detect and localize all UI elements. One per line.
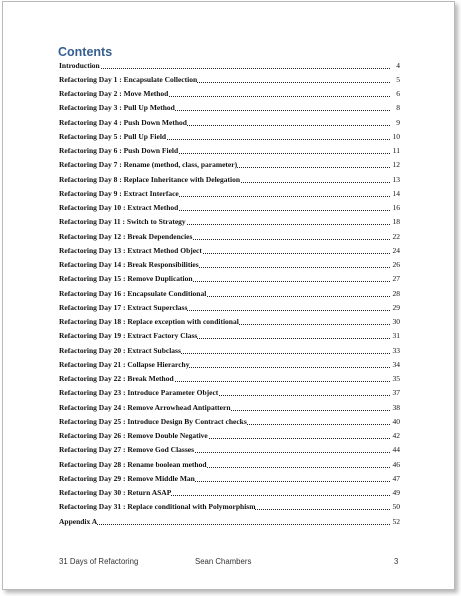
toc-entry-page: 11 (390, 145, 400, 156)
toc-entry-day: Refactoring Day 11 : (59, 217, 126, 227)
toc-entry-day: Refactoring Day 18 : (59, 317, 126, 326)
toc-entry[interactable] (59, 473, 400, 484)
toc-entry-page: 4 (390, 60, 400, 71)
toc-entry-title: Extract Method Object (127, 245, 202, 255)
contents-heading: Contents (58, 45, 113, 59)
toc-entry-label (59, 159, 237, 170)
toc-entry-day: Refactoring Day 28 : (59, 459, 126, 469)
toc-entry-title: Extract Subclass (127, 345, 181, 355)
toc-entry-page: 37 (390, 387, 400, 398)
toc-entry-label (59, 387, 218, 398)
toc-entry-title: Extract Method (127, 203, 179, 212)
toc-entry-day: Refactoring Day 1 : (59, 74, 122, 84)
toc-entry-day: Refactoring Day 22 : (59, 374, 126, 383)
toc-entry-label (59, 330, 197, 341)
toc-entry[interactable] (59, 373, 400, 384)
toc-entry-page: 52 (390, 516, 400, 527)
toc-entry-day: Refactoring Day 7 : (59, 160, 122, 170)
toc-entry-day: Refactoring Day 10 : (59, 203, 126, 212)
toc-entry-label (59, 174, 240, 185)
toc-entry-title: Extract Factory Class (127, 331, 198, 341)
toc-entry-title: Pull Up Method (123, 103, 175, 113)
toc-entry-page: 10 (390, 131, 400, 142)
toc-entry-label (59, 102, 175, 113)
toc-entry-label (59, 444, 194, 455)
toc-entry-label (59, 60, 100, 71)
toc-entry-label (59, 487, 171, 498)
toc-entry-day: Refactoring Day 19 : (59, 331, 126, 341)
toc-entry-label (59, 501, 255, 512)
toc-entry-label (59, 359, 189, 370)
toc-entry-page: 24 (390, 245, 400, 256)
toc-entry-day: Refactoring Day 17 : (59, 302, 126, 312)
toc-entry-title: Remove Arrowhead Antipattern (127, 402, 231, 412)
toc-entry-title: Break Responsibilities (127, 260, 199, 269)
toc-entry-page: 27 (390, 273, 400, 284)
toc-entry-day: Refactoring Day 20 : (59, 345, 126, 355)
toc-entry-label (59, 188, 179, 199)
toc-entry-title: Break Method (127, 374, 174, 383)
toc-entry-page: 13 (390, 174, 400, 185)
toc-entry-title: Introduce Parameter Object (127, 388, 219, 398)
toc-entry-page: 35 (390, 373, 400, 384)
toc-entry-title: Pull Up Field (123, 131, 167, 141)
toc-entry-day: Refactoring Day 14 : (59, 260, 126, 269)
toc-entry-page: 6 (390, 88, 400, 99)
toc-entry[interactable] (59, 231, 400, 242)
toc-entry-label (59, 459, 207, 470)
toc-entry-label (59, 430, 208, 441)
toc-entry[interactable] (59, 188, 400, 199)
toc-entry-title: Extract Interface (123, 188, 179, 198)
toc-entry-page: 44 (390, 444, 400, 455)
toc-entry-title: Remove God Classes (127, 445, 194, 455)
toc-entry-title: Rename boolean method (127, 459, 207, 469)
toc-entry[interactable] (59, 117, 400, 128)
toc-entry-page: 28 (390, 288, 400, 299)
toc-entry-title: Remove Middle Man (127, 473, 195, 483)
toc-entry-day: Refactoring Day 24 : (59, 402, 126, 412)
toc-entry-day: Refactoring Day 30 : (59, 488, 126, 497)
toc-entry-title: Break Dependencies (127, 231, 193, 241)
toc-entry-day: Refactoring Day 29 : (59, 473, 126, 483)
toc-entry-page: 31 (390, 330, 400, 341)
toc-entry-page: 22 (390, 231, 400, 242)
footer-book-title: 31 Days of Refactoring (59, 557, 139, 566)
toc-entry[interactable] (59, 330, 400, 341)
toc-entry-label (59, 117, 187, 128)
toc-entry-day: Introduction (59, 60, 100, 70)
toc-entry-day: Refactoring Day 3 : (59, 103, 122, 113)
toc-entry[interactable] (59, 402, 400, 413)
toc-entry-title: Extract Superclass (127, 302, 188, 312)
toc-entry-title: Switch to Strategy (126, 217, 186, 227)
toc-entry-day: Refactoring Day 16 : (59, 288, 126, 298)
toc-entry-label (59, 88, 168, 99)
toc-entry-day: Refactoring Day 9 : (59, 188, 122, 198)
toc-entry-title: Collapse Hierarchy (127, 359, 190, 369)
toc-entry-day: Refactoring Day 23 : (59, 388, 126, 398)
toc-leader-dots (59, 68, 390, 69)
toc-entry[interactable] (59, 174, 400, 185)
toc-entry-title: Push Down Method (123, 117, 187, 127)
toc-entry-page: 46 (390, 459, 400, 470)
toc-entry[interactable] (59, 459, 400, 470)
toc-entry[interactable] (59, 60, 400, 71)
toc-entry-day: Refactoring Day 5 : (59, 131, 122, 141)
toc-entry-label (59, 345, 181, 356)
toc-entry-title: Replace Inheritance with Delegation (123, 174, 241, 184)
toc-entry-title: Rename (method, class, parameter) (123, 160, 238, 170)
toc-entry[interactable] (59, 131, 400, 142)
toc-entry-title: Push Down Field (123, 146, 179, 155)
toc-entry-day: Refactoring Day 12 : (59, 231, 126, 241)
toc-entry-day: Refactoring Day 13 : (59, 245, 126, 255)
toc-entry-day: Refactoring Day 21 : (59, 359, 126, 369)
toc-entry[interactable] (59, 145, 400, 156)
toc-entry-label (59, 202, 178, 213)
toc-entry-page: 34 (390, 359, 400, 370)
footer-page-number: 3 (394, 557, 399, 566)
toc-entry-page: 38 (390, 402, 400, 413)
toc-entry[interactable] (59, 102, 400, 113)
toc-entry[interactable] (59, 273, 400, 284)
toc-entry-day: Refactoring Day 8 : (59, 174, 122, 184)
toc-entry-label (59, 216, 186, 227)
toc-entry[interactable] (59, 516, 400, 527)
toc-entry[interactable] (59, 74, 400, 85)
toc-entry-label (59, 259, 199, 270)
toc-entry-page: 40 (390, 416, 400, 427)
toc-entry-label (59, 416, 247, 427)
toc-entry-page: 49 (390, 487, 400, 498)
toc-entry[interactable] (59, 245, 400, 256)
toc-entry-page: 33 (390, 345, 400, 356)
toc-entry-label (59, 288, 206, 299)
toc-entry-label (59, 373, 174, 384)
toc-entry-label (59, 245, 202, 256)
toc-entry-page: 47 (390, 473, 400, 484)
toc-entry-page: 18 (390, 216, 400, 227)
toc-entry-page: 9 (390, 117, 400, 128)
toc-entry-label (59, 402, 231, 413)
toc-entry-title: Return ASAP (127, 488, 172, 497)
toc-entry-title: Encapsulate Collection (123, 74, 198, 84)
toc-entry-day: Refactoring Day 27 : (59, 445, 126, 455)
toc-entry[interactable] (59, 359, 400, 370)
toc-entry-page: 5 (390, 74, 400, 85)
toc-entry-page: 42 (390, 430, 400, 441)
toc-entry[interactable] (59, 416, 400, 427)
toc-entry-title: Move Method (123, 89, 169, 98)
toc-entry-page: 29 (390, 302, 400, 313)
toc-entry-label (59, 231, 192, 242)
toc-entry-page: 8 (390, 102, 400, 113)
toc-entry-label (59, 74, 197, 85)
toc-entry-label (59, 473, 195, 484)
toc-entry[interactable] (59, 430, 400, 441)
toc-entry[interactable] (59, 259, 400, 270)
toc-entry-day: Refactoring Day 4 : (59, 117, 122, 127)
toc-entry-label (59, 273, 193, 284)
toc-entry[interactable] (59, 444, 400, 455)
toc-entry-title: Remove Duplication (127, 274, 193, 284)
toc-entry-page: 50 (390, 501, 400, 512)
toc-entry-page: 16 (390, 202, 400, 213)
toc-entry-page: 30 (390, 316, 400, 327)
toc-entry-title: Replace conditional with Polymorphism (127, 502, 256, 512)
toc-entry[interactable] (59, 501, 400, 512)
toc-entry-day: Refactoring Day 6 : (59, 146, 122, 155)
toc-entry-label (59, 145, 178, 156)
toc-entry-day: Refactoring Day 2 : (59, 89, 122, 98)
toc-entry[interactable] (59, 345, 400, 356)
toc-entry[interactable] (59, 316, 400, 327)
toc-entry[interactable] (59, 387, 400, 398)
toc-entry[interactable] (59, 159, 400, 170)
toc-entry-page: 26 (390, 259, 400, 270)
toc-entry-day: Refactoring Day 26 : (59, 431, 126, 440)
toc-entry[interactable] (59, 88, 400, 99)
footer-author: Sean Chambers (195, 557, 252, 566)
toc-entry-day: Appendix A (59, 516, 98, 526)
toc-entry[interactable] (59, 302, 400, 313)
toc-entry-day: Refactoring Day 25 : (59, 416, 126, 426)
toc-entry-page: 12 (390, 159, 400, 170)
toc-entry[interactable] (59, 487, 400, 498)
toc-entry-title: Replace exception with conditional (127, 317, 239, 326)
toc-leader-dots (59, 524, 390, 525)
toc-entry-page: 14 (390, 188, 400, 199)
toc-entry-label (59, 316, 239, 327)
toc-entry-day: Refactoring Day 15 : (59, 274, 126, 284)
toc-entry-day: Refactoring Day 31 : (59, 502, 126, 512)
toc-entry-label (59, 302, 187, 313)
toc-entry-label (59, 516, 97, 527)
toc-entry-title: Introduce Design By Contract checks (127, 416, 247, 426)
toc-entry[interactable] (59, 216, 400, 227)
toc-entry[interactable] (59, 288, 400, 299)
toc-entry[interactable] (59, 202, 400, 213)
toc-entry-title: Encapsulate Conditional (127, 288, 207, 298)
toc-entry-label (59, 131, 166, 142)
toc-entry-title: Remove Double Negative (127, 431, 208, 440)
